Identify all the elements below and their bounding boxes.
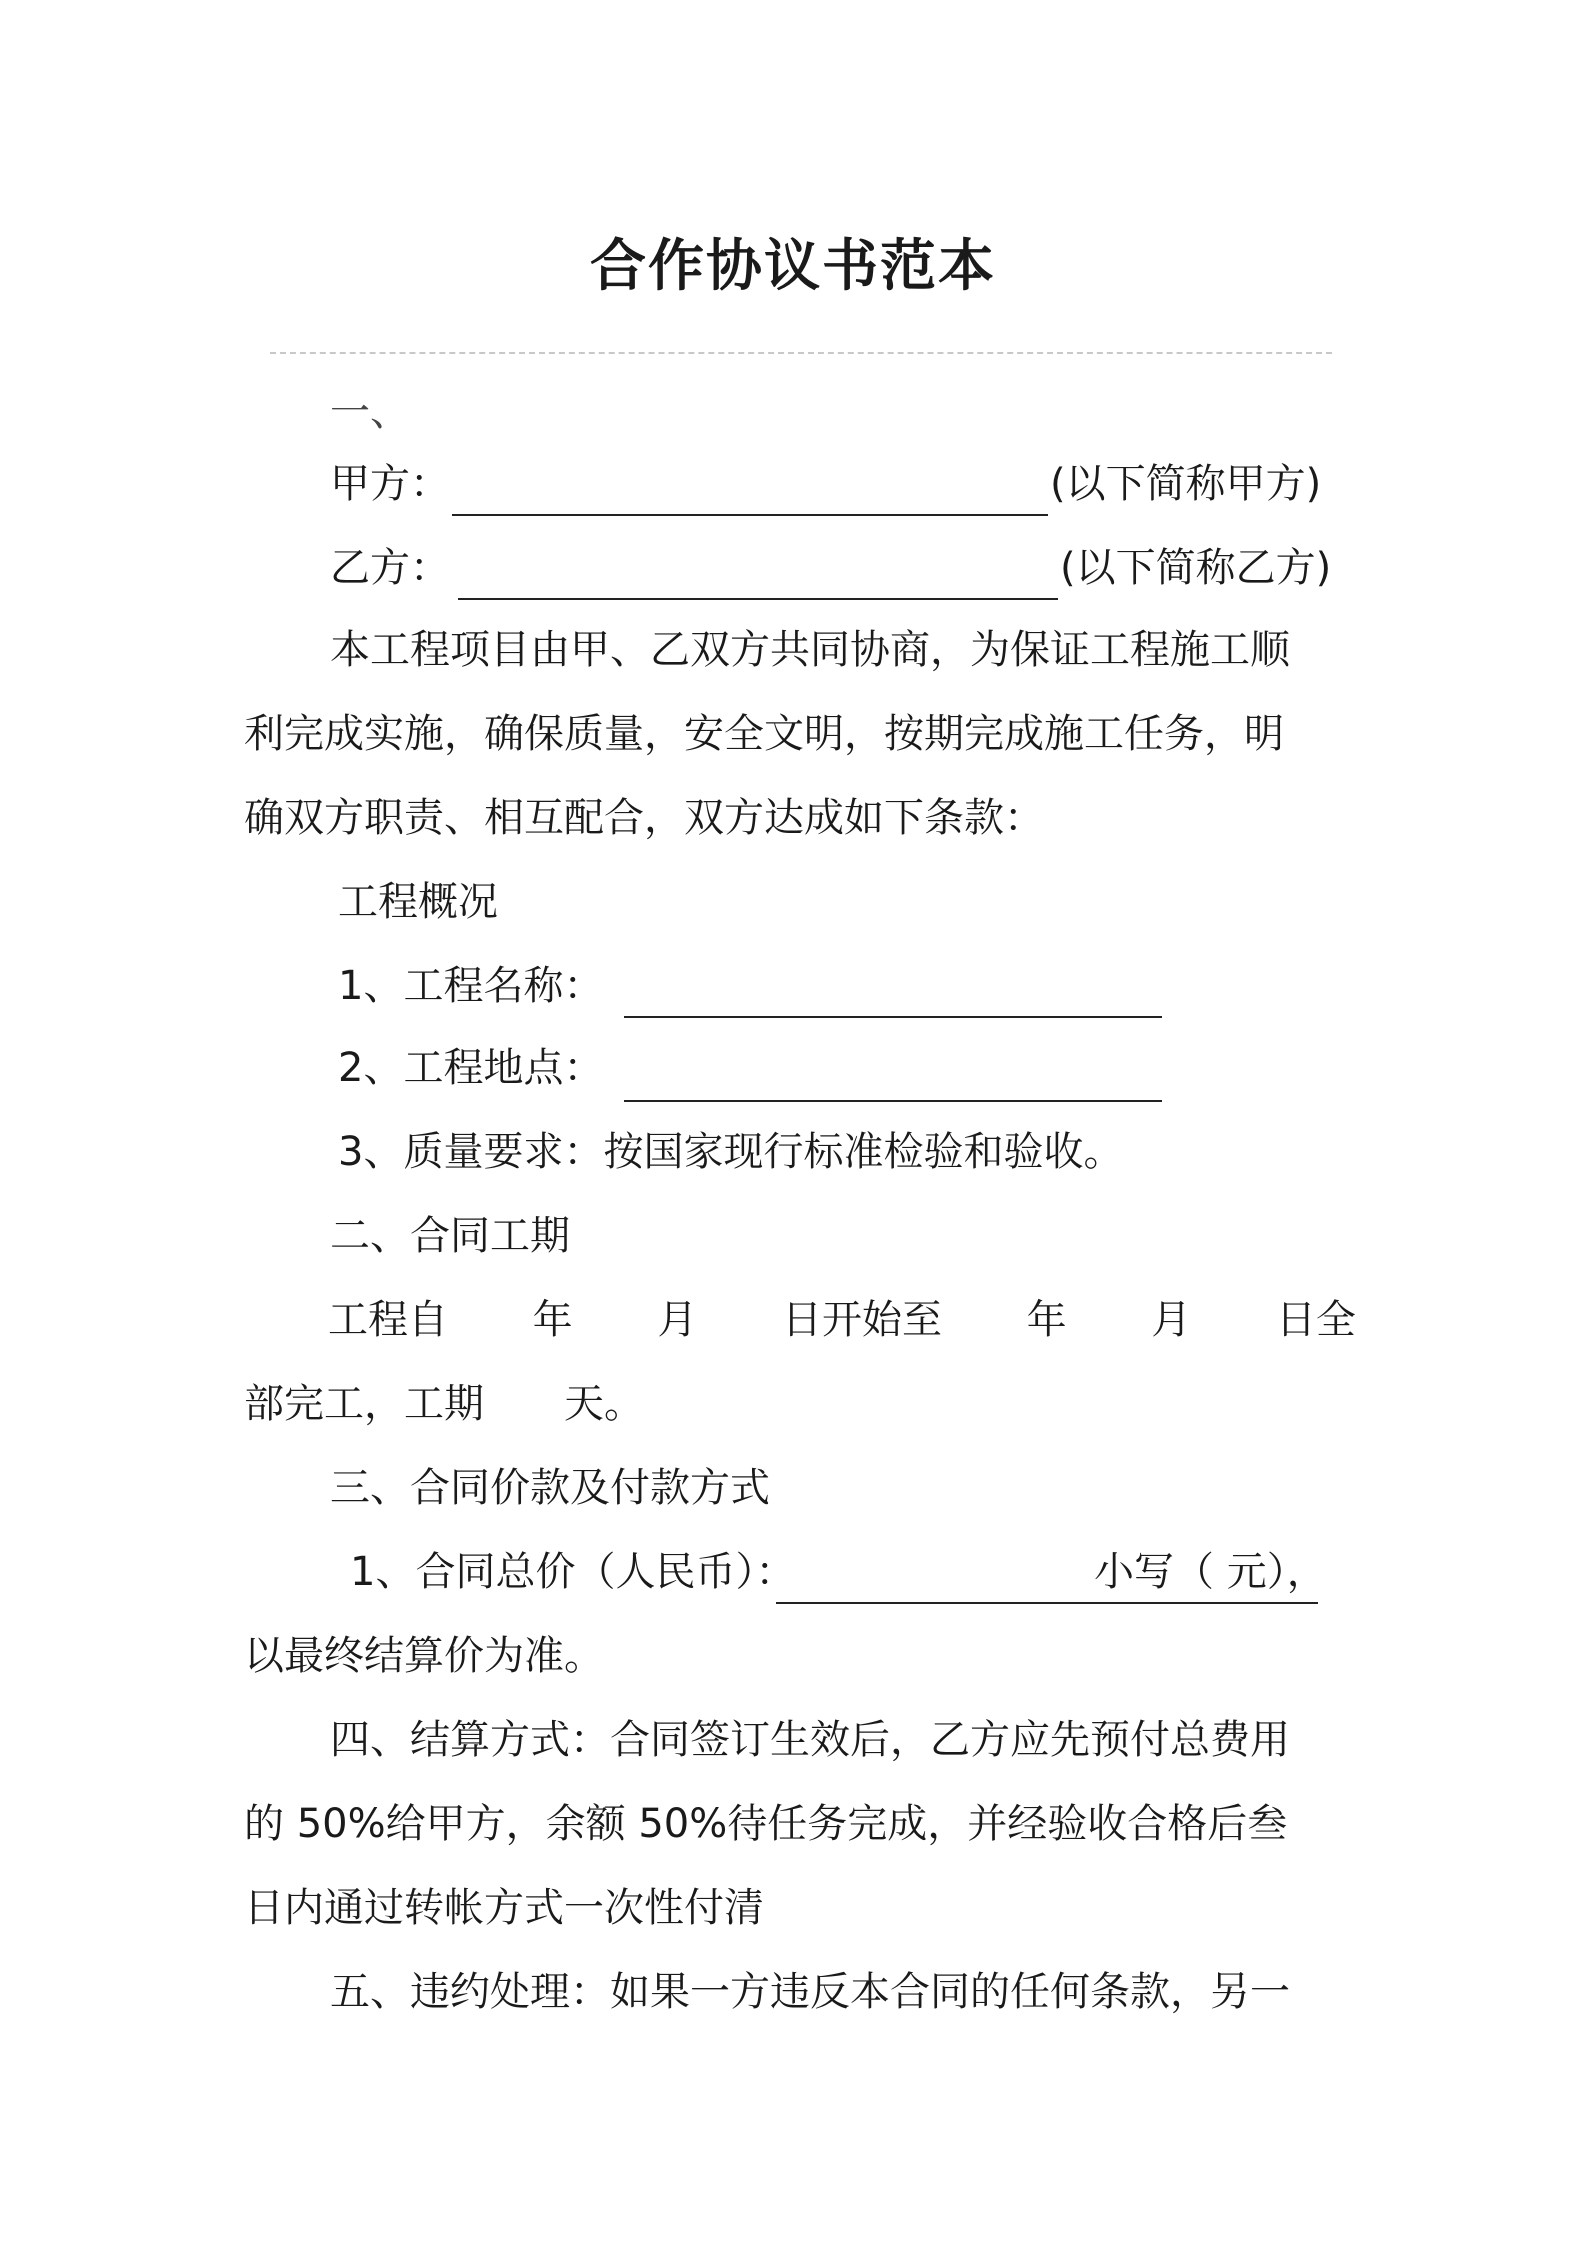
duration-line-2: 部完工，工期 天。 bbox=[244, 1381, 644, 1427]
intro-line-2: 利完成实施，确保质量，安全文明，按期完成施工任务，明 bbox=[244, 711, 1284, 757]
party-a-blank bbox=[452, 514, 1048, 516]
duration-part: 月 bbox=[657, 1297, 698, 1343]
title-divider bbox=[270, 352, 1332, 354]
price-note: 以最终结算价为准。 bbox=[244, 1633, 604, 1679]
document-title: 合作协议书范本 bbox=[590, 234, 996, 299]
project-location-blank bbox=[624, 1100, 1162, 1102]
duration-part: 年 bbox=[1026, 1297, 1067, 1343]
intro-line-3: 确双方职责、相互配合，双方达成如下条款： bbox=[244, 795, 1044, 841]
contract-price-blank bbox=[776, 1602, 1318, 1604]
party-b-blank bbox=[458, 598, 1058, 600]
duration-line-1 bbox=[328, 1292, 1356, 1348]
project-name-label: 1、工程名称： bbox=[338, 963, 604, 1009]
duration-part: 日开始至 bbox=[781, 1297, 942, 1343]
quality-requirement: 3、质量要求：按国家现行标准检验和验收。 bbox=[338, 1129, 1124, 1175]
party-a-suffix: (以下简称甲方) bbox=[1050, 461, 1322, 507]
duration-part: 月 bbox=[1151, 1297, 1192, 1343]
duration-part: 日全 bbox=[1275, 1297, 1356, 1343]
party-a-label: 甲方： bbox=[330, 461, 450, 507]
party-b-label: 乙方： bbox=[330, 545, 450, 591]
duration-part: 工程自 bbox=[328, 1297, 448, 1343]
project-location-label: 2、工程地点： bbox=[338, 1045, 604, 1091]
settlement-line-3: 日内通过转帐方式一次性付清 bbox=[244, 1885, 764, 1931]
settlement-line-2: 的 50%给甲方，余额 50%待任务完成，并经验收合格后叁 bbox=[244, 1801, 1288, 1847]
breach-line-1: 五、违约处理：如果一方违反本合同的任何条款，另一 bbox=[330, 1969, 1290, 2015]
contract-price-label: 1、合同总价（人民币）： bbox=[350, 1549, 796, 1595]
intro-line-1: 本工程项目由甲、乙双方共同协商，为保证工程施工顺 bbox=[330, 627, 1290, 673]
duration-part: 年 bbox=[532, 1297, 573, 1343]
overview-heading: 工程概况 bbox=[338, 879, 498, 925]
settlement-line-1: 四、结算方式：合同签订生效后，乙方应先预付总费用 bbox=[330, 1717, 1290, 1763]
section3-heading: 三、合同价款及付款方式 bbox=[330, 1465, 770, 1511]
party-b-suffix: (以下简称乙方) bbox=[1060, 545, 1332, 591]
section2-heading: 二、合同工期 bbox=[330, 1213, 570, 1259]
section1-heading: 一、 bbox=[330, 389, 410, 435]
project-name-blank bbox=[624, 1016, 1162, 1018]
contract-price-small: 小写（ 元）， bbox=[1094, 1549, 1327, 1595]
